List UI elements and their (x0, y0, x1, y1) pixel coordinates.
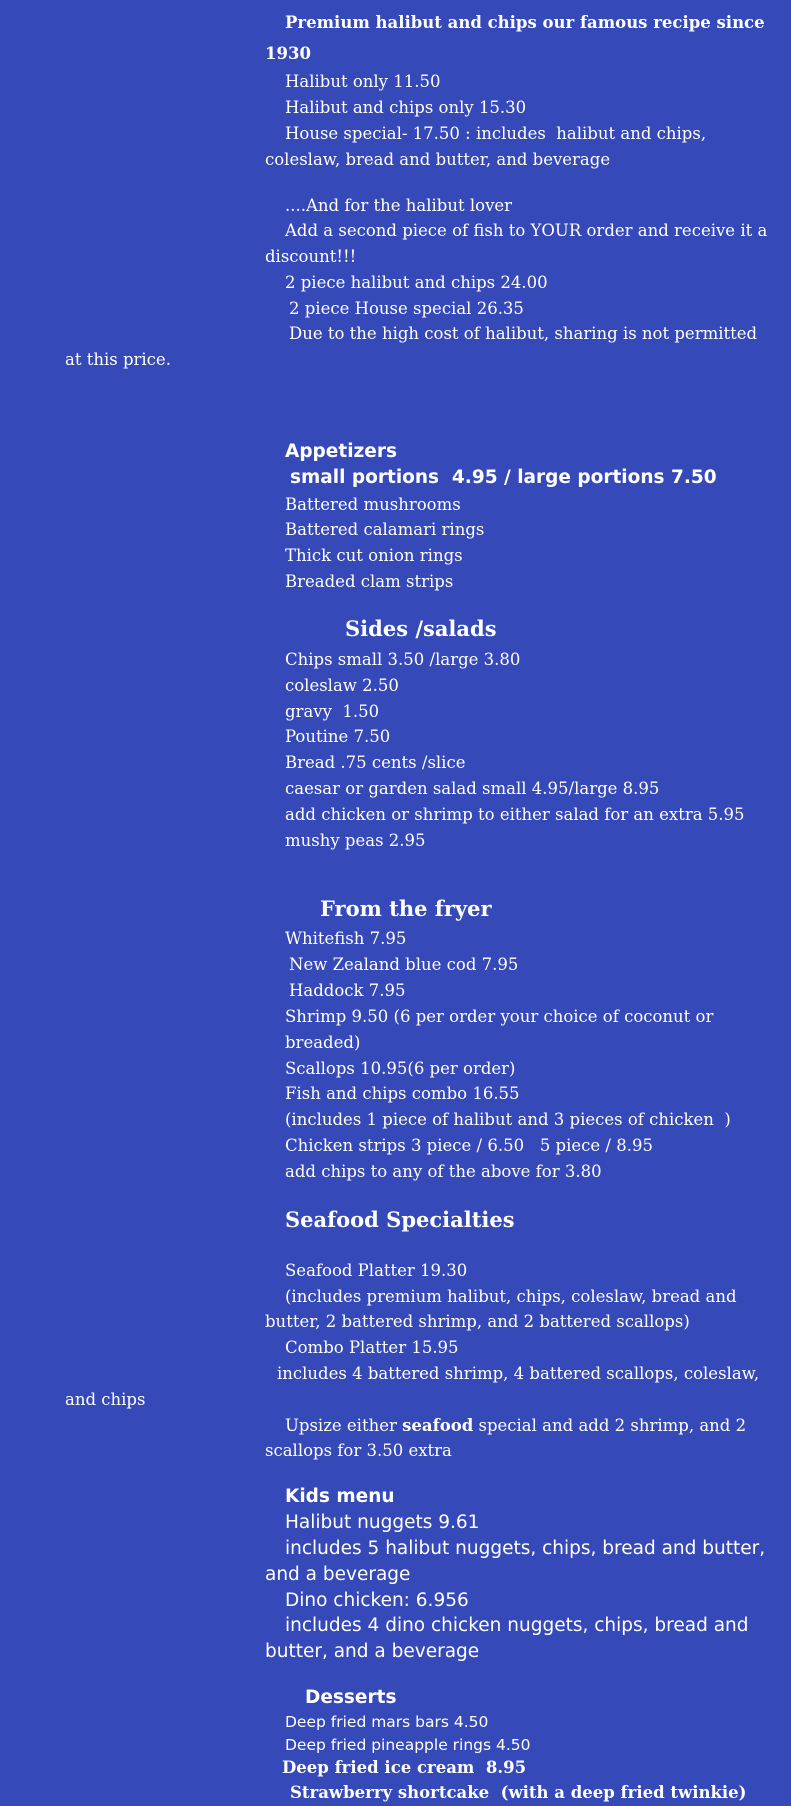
halibut-heading: Premium halibut and chips our famous recipe since (285, 13, 765, 32)
appetizers-portions: small portions 4.95 / large portions 7.50 (290, 467, 717, 488)
house-special: House special- 17.50 : includes halibut and chips, (285, 124, 707, 143)
seafood-platter: Seafood Platter 19.30 (285, 1261, 468, 1280)
sharing-notice-cont: at this price. (65, 350, 171, 369)
appetizer-item: Battered mushrooms (285, 495, 461, 514)
halibut-only: Halibut only 11.50 (285, 72, 441, 91)
dessert-item: Strawberry shortcake (with a deep fried twinkie) (290, 1783, 747, 1802)
kids-dino: Dino chicken: 6.956 (285, 1590, 469, 1611)
sides-title: Sides /salads (345, 616, 497, 641)
fryer-item: (includes 1 piece of halibut and 3 pieces of chicken ) (285, 1110, 731, 1129)
dessert-item: Deep fried ice cream 8.95 (282, 1758, 527, 1777)
side-item: gravy 1.50 (285, 702, 380, 721)
house-special-desc: coleslaw, bread and butter, and beverage (265, 150, 611, 169)
halibut-lover-intro: ....And for the halibut lover (285, 196, 513, 215)
kids-nuggets: Halibut nuggets 9.61 (285, 1512, 480, 1533)
side-item: Chips small 3.50 /large 3.80 (285, 650, 521, 669)
dessert-item: Deep fried mars bars 4.50 (285, 1713, 489, 1731)
upsize-note (285, 1413, 746, 1439)
kids-nuggets-desc: includes 5 halibut nuggets, chips, bread and butter, (285, 1538, 766, 1559)
fryer-item: Whitefish 7.95 (285, 929, 407, 948)
appetizers-title: Appetizers (285, 441, 397, 462)
upsize-note-cont: scallops for 3.50 extra (265, 1441, 452, 1460)
appetizer-item: Breaded clam strips (285, 572, 454, 591)
combo-platter-desc-cont: and chips (65, 1390, 146, 1409)
two-piece-halibut: 2 piece halibut and chips 24.00 (285, 273, 548, 292)
kids-nuggets-desc-cont: and a beverage (265, 1564, 411, 1585)
seafood-platter-desc: (includes premium halibut, chips, coleslaw, bread and (285, 1287, 737, 1306)
upsize-bold-text: seafood (402, 1416, 474, 1435)
kids-dino-desc-cont: butter, and a beverage (265, 1641, 480, 1662)
halibut-and-chips: Halibut and chips only 15.30 (285, 98, 527, 117)
appetizer-item: Battered calamari rings (285, 520, 485, 539)
fryer-item: Chicken strips 3 piece / 6.50 5 piece / 8.95 (285, 1136, 653, 1155)
fryer-item: add chips to any of the above for 3.80 (285, 1162, 602, 1181)
fryer-item: Fish and chips combo 16.55 (285, 1084, 520, 1103)
seafood-title: Seafood Specialties (285, 1207, 515, 1232)
side-item: caesar or garden salad small 4.95/large 8.95 (285, 779, 660, 798)
fryer-item: Haddock 7.95 (289, 981, 406, 1000)
side-item: Poutine 7.50 (285, 727, 391, 746)
fryer-item: Scallops 10.95(6 per order) (285, 1059, 516, 1078)
combo-platter: Combo Platter 15.95 (285, 1338, 459, 1357)
side-item: add chicken or shrimp to either salad for an extra 5.95 (285, 805, 745, 824)
discount-offer-cont: discount!!! (265, 247, 357, 266)
two-piece-house: 2 piece House special 26.35 (289, 299, 524, 318)
kids-title: Kids menu (285, 1486, 395, 1507)
sharing-notice: Due to the high cost of halibut, sharing is not permitted (289, 324, 758, 343)
fryer-title: From the fryer (320, 896, 492, 921)
side-item: mushy peas 2.95 (285, 831, 426, 850)
kids-dino-desc: includes 4 dino chicken nuggets, chips, bread and (285, 1615, 749, 1636)
side-item: Bread .75 cents /slice (285, 753, 466, 772)
fryer-item: New Zealand blue cod 7.95 (289, 955, 519, 974)
seafood-platter-desc-cont: butter, 2 battered shrimp, and 2 battered scallops) (265, 1312, 690, 1331)
fryer-item: Shrimp 9.50 (6 per order your choice of coconut or (285, 1007, 714, 1026)
discount-offer: Add a second piece of fish to YOUR order and receive it a (285, 221, 768, 240)
desserts-title: Desserts (305, 1687, 397, 1708)
dessert-item: Deep fried pineapple rings 4.50 (285, 1736, 531, 1754)
side-item: coleslaw 2.50 (285, 676, 399, 695)
fryer-item: breaded) (285, 1033, 361, 1052)
upsize-text: Upsize either (285, 1416, 403, 1435)
upsize-text-cont: special and add 2 shrimp, and 2 (473, 1416, 747, 1435)
appetizer-item: Thick cut onion rings (285, 546, 463, 565)
combo-platter-desc: includes 4 battered shrimp, 4 battered scallops, coleslaw, (277, 1364, 760, 1383)
halibut-heading-year: 1930 (265, 44, 311, 63)
